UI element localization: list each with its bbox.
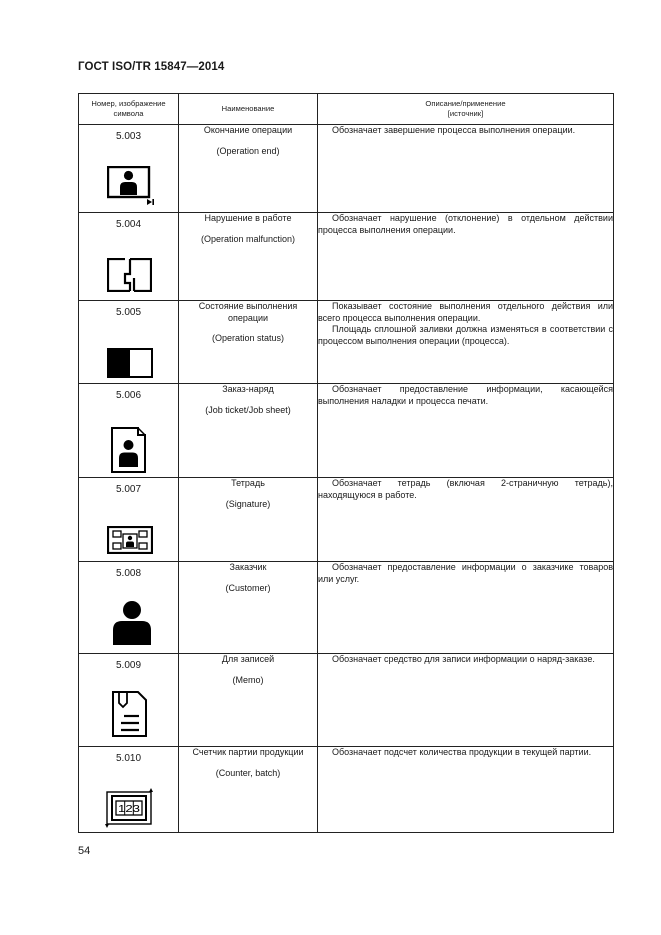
name-en: (Customer) [225,582,271,593]
symbol-number: 5.004 [115,219,142,230]
operation-end-icon [107,166,155,206]
name-cell [179,747,318,833]
page-number: 54 [78,845,91,857]
header-name: Наименование [179,94,318,125]
name-cell [179,125,318,213]
table-row [79,654,614,747]
name-ru: Состояние выполнения операции [198,301,298,323]
table-row [79,747,614,833]
symbol-number: 5.009 [115,660,142,671]
counter-batch-icon [104,788,154,828]
job-ticket-icon [111,427,147,473]
description-text: Площадь сплошной заливки должна изменяться в соответствии с процессом выполнения операции (процесса). [318,324,613,346]
name-cell [179,384,318,478]
name-ru: Счетчик партии продукции [192,747,304,757]
description-text: Обозначает подсчет количества продукции в текущей партии. [332,747,592,757]
symbol-number: 5.007 [115,484,142,495]
name-en: (Counter, batch) [215,767,281,778]
name-ru: Для записей [221,654,275,664]
name-cell [179,213,318,301]
symbol-cell [79,747,179,833]
memo-icon [112,691,148,737]
symbol-cell [79,562,179,654]
symbol-number: 5.003 [115,131,142,142]
symbol-cell [79,301,179,384]
name-ru: Нарушение в работе [204,213,292,223]
document-title: ГОСТ ISO/TR 15847—2014 [78,61,225,73]
symbol-number: 5.005 [115,307,142,318]
table-row [79,301,614,384]
name-ru: Заказчик [229,562,267,572]
table-row [79,478,614,562]
table-row [79,384,614,478]
header-description: Описание/применение [источник] [318,94,614,125]
table-row [79,562,614,654]
description-text: Обозначает тетрадь (включая 2-страничную тетрадь), находящуюся в работе. [318,478,613,500]
description-cell [318,301,614,384]
description-cell [318,125,614,213]
name-en: (Job ticket/Job sheet) [205,404,291,415]
symbol-cell [79,125,179,213]
name-cell [179,562,318,654]
description-text: Обозначает предоставление информации о заказчике товаров или услуг. [318,562,613,584]
operation-malfunction-icon [107,258,152,292]
counter-digits: 123 [118,804,141,816]
description-cell [318,562,614,654]
symbol-number: 5.010 [115,753,142,764]
name-ru: Окончание операции [203,125,293,135]
customer-icon [112,600,152,646]
description-text: Обозначает средство для записи информации о наряд-заказе. [332,654,595,664]
symbol-cell [79,384,179,478]
table-row [79,213,614,301]
name-en: (Signature) [225,498,271,509]
name-en: (Memo) [232,674,264,685]
operation-status-icon [107,348,153,378]
table-row [79,125,614,213]
symbol-number: 5.008 [115,568,142,579]
name-cell [179,654,318,747]
name-ru: Заказ-наряд [222,384,274,394]
name-cell [179,478,318,562]
name-en: (Operation end) [216,145,280,156]
symbol-cell [79,654,179,747]
table-header-row [79,94,614,125]
symbol-cell [79,213,179,301]
name-en: (Operation malfunction) [200,233,296,244]
description-cell [318,384,614,478]
description-cell [318,478,614,562]
description-cell [318,747,614,833]
header-number-image: Номер, изображение символа [79,94,179,125]
description-text: Показывает состояние выполнения отдельного действия или всего процесса выполнения операции. [318,301,613,323]
signature-icon [107,526,153,554]
name-cell [179,301,318,384]
name-en: (Operation status) [211,333,285,343]
description-text: Обозначает предоставление информации, касающейся выполнения наладки и процесса печати. [318,384,613,406]
description-cell [318,213,614,301]
symbol-number: 5.006 [115,390,142,401]
name-ru: Тетрадь [231,478,265,488]
description-text: Обозначает нарушение (отклонение) в отдельном действии процесса выполнения операции. [318,213,613,235]
description-text: Обозначает завершение процесса выполнения операции. [332,125,576,135]
description-cell [318,654,614,747]
symbol-cell [79,478,179,562]
symbol-table [78,93,614,833]
